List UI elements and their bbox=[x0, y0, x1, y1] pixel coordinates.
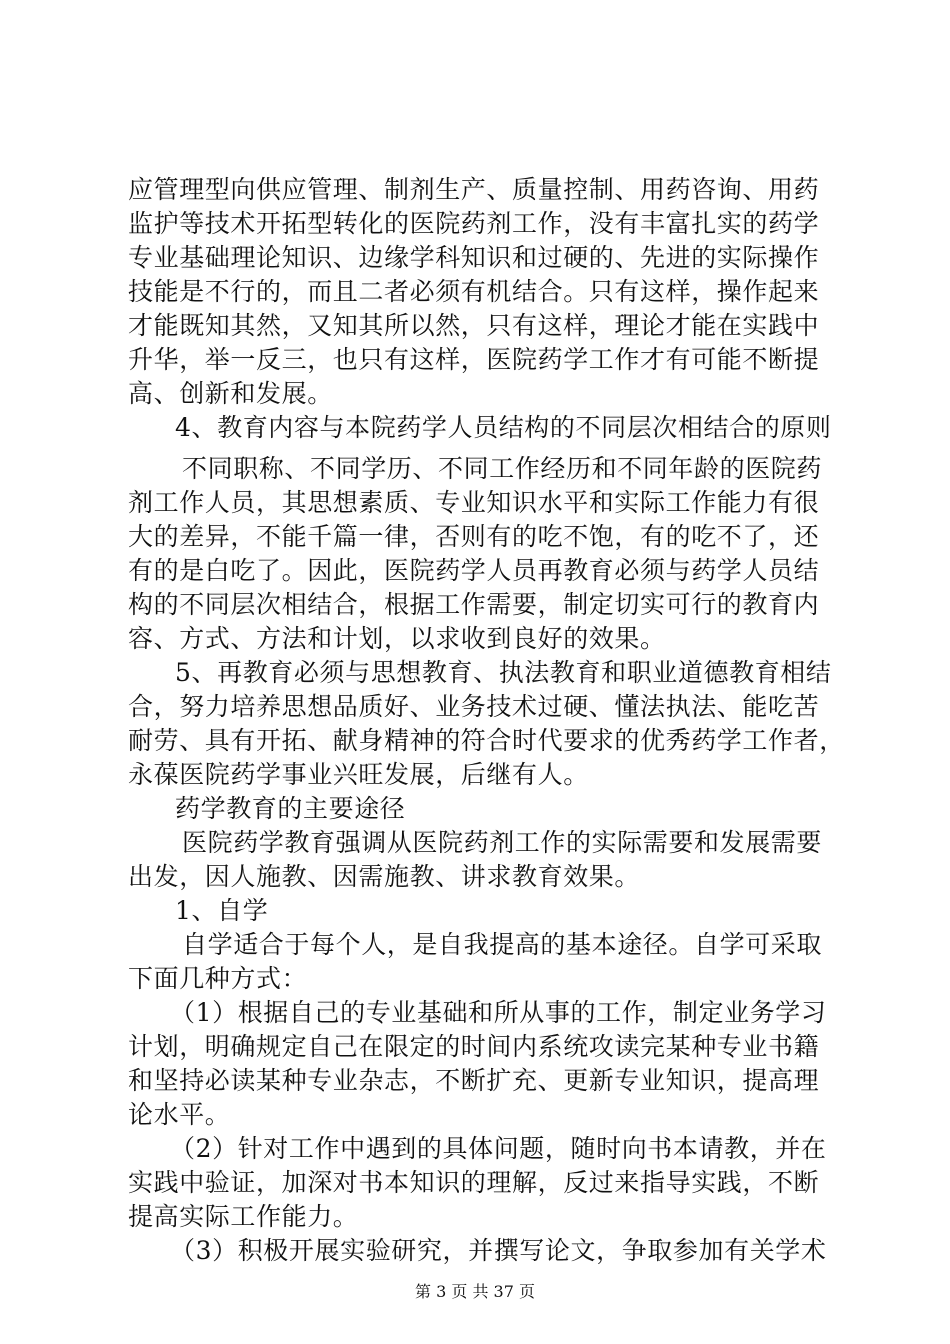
text-line: 永葆医院药学事业兴旺发展，后继有人。 bbox=[128, 760, 589, 789]
text-line: 才能既知其然，又知其所以然，只有这样，理论才能在实践中 bbox=[128, 311, 820, 340]
text-line: 大的差异，不能千篇一律，否则有的吃不饱，有的吃不了，还 bbox=[128, 522, 820, 551]
text-line: 合，努力培养思想品质好、业务技术过硬、懂法执法、能吃苦 bbox=[128, 692, 820, 721]
text-line: 和坚持必读某种专业杂志，不断扩充、更新专业知识，提高理 bbox=[128, 1066, 820, 1095]
text-line: 下面几种方式： bbox=[128, 964, 308, 993]
section-heading: 4、教育内容与本院药学人员结构的不同层次相结合的原则 bbox=[175, 413, 832, 442]
text-line: 论水平。 bbox=[128, 1100, 231, 1129]
text-line: （1）根据自己的专业基础和所从事的工作，制定业务学习 bbox=[170, 998, 827, 1027]
text-line: 升华，举一反三，也只有这样，医院药学工作才有可能不断提 bbox=[128, 345, 820, 374]
text-line: 技能是不行的，而且二者必须有机结合。只有这样，操作起来 bbox=[128, 277, 820, 306]
text-line: 应管理型向供应管理、制剂生产、质量控制、用药咨询、用药 bbox=[128, 175, 820, 204]
text-line: 构的不同层次相结合，根据工作需要，制定切实可行的教育内 bbox=[128, 590, 820, 619]
text-line: 5、再教育必须与思想教育、执法教育和职业道德教育相结 bbox=[175, 658, 832, 687]
text-line: 实践中验证，加深对书本知识的理解，反过来指导实践，不断 bbox=[128, 1168, 820, 1197]
text-line: 剂工作人员，其思想素质、专业知识水平和实际工作能力有很 bbox=[128, 488, 820, 517]
text-line: 容、方式、方法和计划，以求收到良好的效果。 bbox=[128, 624, 666, 653]
text-line: 专业基础理论知识、边缘学科知识和过硬的、先进的实际操作 bbox=[128, 243, 820, 272]
text-line: 出发，因人施教、因需施教、讲求教育效果。 bbox=[128, 862, 641, 891]
text-line: 高、创新和发展。 bbox=[128, 379, 333, 408]
text-line: 有的是白吃了。因此，医院药学人员再教育必须与药学人员结 bbox=[128, 556, 820, 585]
section-heading: 1、自学 bbox=[175, 896, 269, 925]
text-line: 提高实际工作能力。 bbox=[128, 1202, 359, 1231]
page-number-footer: 第 3 页 共 37 页 bbox=[415, 1282, 535, 1301]
text-line: 自学适合于每个人，是自我提高的基本途径。自学可采取 bbox=[182, 930, 823, 959]
text-line: （2）针对工作中遇到的具体问题，随时向书本请教，并在 bbox=[170, 1134, 827, 1163]
text-line: 医院药学教育强调从医院药剂工作的实际需要和发展需要 bbox=[182, 828, 823, 857]
text-line: 不同职称、不同学历、不同工作经历和不同年龄的医院药 bbox=[182, 454, 823, 483]
text-line: （3）积极开展实验研究，并撰写论文，争取参加有关学术 bbox=[170, 1236, 827, 1265]
text-line: 计划，明确规定自己在限定的时间内系统攻读完某种专业书籍 bbox=[128, 1032, 820, 1061]
section-heading: 药学教育的主要途径 bbox=[175, 794, 406, 823]
text-line: 监护等技术开拓型转化的医院药剂工作，没有丰富扎实的药学 bbox=[128, 209, 820, 238]
text-line: 耐劳、具有开拓、献身精神的符合时代要求的优秀药学工作者， bbox=[128, 726, 845, 755]
